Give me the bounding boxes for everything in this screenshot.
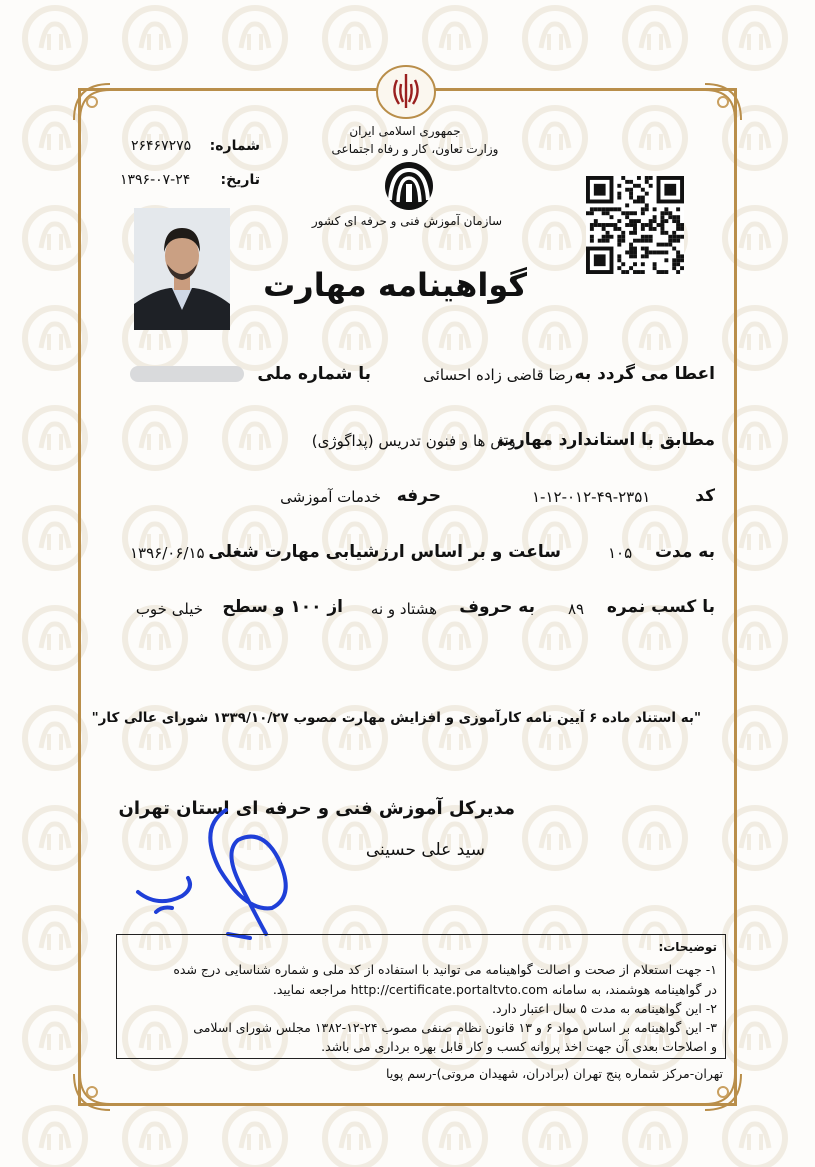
standard-value: روش ها و فنون تدریس (پداگوژی) [311,432,523,450]
note-line: ۱- جهت استعلام از صحت و اصالت گواهینامه می توانید با استفاده از کد ملی و شماره شناسایی درج شده [173,962,717,977]
legal-basis: "به استناد ماده ۶ آیین نامه کارآموزی و افزایش مهارت مصوب ۱۳۳۹/۱۰/۲۷ شورای عالی کار" [91,710,701,726]
score-value: ۸۹ [568,600,585,618]
score-label: با کسب نمره [606,597,715,617]
certificate-title: گواهینامه مهارت [263,266,527,304]
note-line: در گواهینامه هوشمند، به سامانه http://certificate.portaltvto.com مراجعه نمایید. [272,982,717,997]
ministry-name: وزارت تعاون، کار و رفاه اجتماعی [331,142,499,156]
signature-icon [128,800,308,950]
note-line: ۲- این گواهینامه به مدت ۵ سال اعتبار دارد. [492,1001,717,1016]
frame-corner-ornament [70,80,116,126]
code-value: ۱-۱۲-۰۱۲-۴۹-۲۳۵۱ [532,488,651,506]
republic-name: جمهوری اسلامی ایران [349,124,461,138]
profession-label: حرفه [396,486,441,506]
granted-label: اعطا می گردد به [574,364,715,384]
organization-name: سازمان آموزش فنی و حرفه ای کشور [311,214,503,228]
notes-box [116,934,726,1059]
exam-date: ۱۳۹۶/۰۶/۱۵ [130,544,205,562]
signatory-name: سید علی حسینی [365,840,485,860]
duration-value: ۱۰۵ [608,544,633,562]
holder-name: رضا قاضی زاده احسائی [423,366,573,384]
standard-label: مطابق با استاندارد مهارت [497,430,715,450]
iran-emblem-icon [375,62,437,120]
letters-value: هشتاد و نه [370,600,437,618]
national-id-label: با شماره ملی [257,364,371,384]
qr-code-icon[interactable] [586,176,684,274]
holder-photo [134,208,230,330]
out-of-label: از ۱۰۰ و سطح [222,597,343,617]
national-id-redacted [130,366,244,382]
letters-label: به حروف [459,597,535,617]
date-label: تاریخ: [220,172,260,188]
code-label: کد [695,486,715,506]
notes-heading: توضیحات: [658,940,717,954]
level-value: خیلی خوب [135,600,203,618]
profession-value: خدمات آموزشی [280,488,381,506]
note-line: و اصلاحات بعدی آن جهت اخذ پروانه کسب و کار قابل بهره برداری می باشد. [321,1039,717,1054]
date-value: ۱۳۹۶-۰۷-۲۴ [120,172,191,188]
tvto-logo-icon [378,160,440,212]
note-line: ۳- این گواهینامه بر اساس مواد ۶ و ۱۳ قانون نظام صنفی مصوب ۲۴-۱۲-۱۳۸۲ مجلس شورای اسلامی [193,1020,717,1035]
frame-corner-ornament [699,80,745,126]
frame-corner-ornament [70,1068,116,1114]
hours-label: ساعت و بر اساس ارزشیابی مهارت شغلی [208,542,561,562]
issuing-center: تهران-مرکز شماره پنج تهران (برادران، شهیدان مروتی)-رسم پویا [386,1066,723,1081]
number-label: شماره: [209,138,260,154]
duration-label: به مدت [654,542,715,562]
number-value: ۲۶۴۶۷۲۷۵ [131,138,192,154]
signatory-title: مدیرکل آموزش فنی و حرفه ای استان تهران [118,798,515,819]
